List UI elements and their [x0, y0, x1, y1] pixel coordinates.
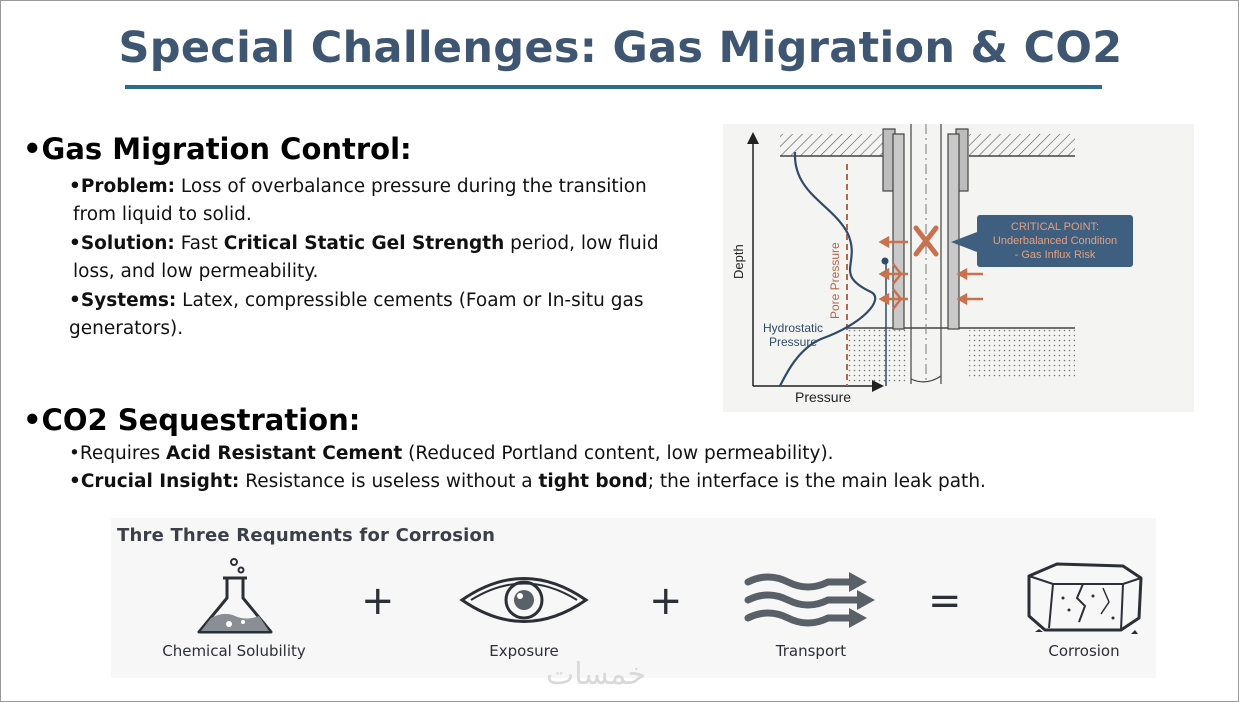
corrosion-title: Thre Three Requments for Corrosion [117, 525, 496, 546]
formation-dotted-right [969, 329, 1075, 377]
requires-emph: Acid Resistant Cement [166, 443, 403, 464]
plus-operator-1: + [361, 578, 395, 624]
pressure-axis-label: Pressure [795, 389, 852, 405]
wellbore-diagram [723, 124, 1194, 412]
systems-label: •Systems: [69, 290, 177, 311]
systems-text-2: generators). [69, 318, 184, 339]
depth-axis-label: Depth [731, 244, 746, 279]
critical-line-1: CRITICAL POINT: [1010, 221, 1100, 233]
problem-text-2: from liquid to solid. [73, 204, 252, 225]
critical-line-2: Underbalanced Condition [992, 235, 1118, 247]
requires-suffix: (Reduced Portland content, low permeability). [402, 443, 834, 464]
hydrostatic-label-2: Pressure [768, 335, 818, 349]
systems-text-1: Latex, compressible cements (Foam or In-situ gas [176, 290, 644, 311]
insight-label: •Crucial Insight: [69, 471, 240, 492]
equals-operator: = [928, 578, 962, 624]
caption-exposure: Exposure [489, 642, 559, 660]
critical-point-dot [882, 258, 889, 265]
solution-text-b: period, low fluid [504, 233, 659, 254]
caption-transport: Transport [775, 642, 847, 660]
flow-arrows-icon [743, 568, 875, 632]
pore-pressure-label: Pore Pressure [828, 242, 842, 319]
solution-bullet [69, 230, 709, 286]
surface-hatch-right [969, 134, 1075, 156]
watermark: خمسات [546, 657, 647, 692]
caption-corrosion: Corrosion [1048, 642, 1120, 660]
problem-bullet [69, 173, 709, 229]
casing-right [948, 134, 959, 329]
requires-prefix: •Requires [69, 443, 167, 464]
title-underline [125, 85, 1102, 89]
eye-icon [459, 573, 589, 627]
problem-text-1: Loss of overbalance pressure during the transition [175, 176, 647, 197]
gas-migration-heading: •Gas Migration Control: [23, 132, 412, 166]
formation-dotted-left [848, 329, 908, 384]
flask-icon [189, 556, 281, 638]
problem-label: •Problem: [69, 176, 176, 197]
wellbore-pressure-figure [723, 124, 1194, 412]
insight-emph: tight bond [538, 471, 648, 492]
surface-hatch-left [780, 134, 890, 156]
slide-title: Special Challenges: Gas Migration & CO2 [118, 23, 1123, 73]
solution-text-2: loss, and low permeability. [73, 261, 319, 282]
co2-requires-bullet [69, 440, 1169, 468]
critical-line-3: - Gas Influx Risk [1014, 249, 1096, 261]
caption-chemical-solubility: Chemical Solubility [162, 642, 306, 660]
solution-label: •Solution: [69, 233, 175, 254]
systems-bullet [69, 287, 709, 343]
hydrostatic-label-1: Hydrostatic [762, 321, 824, 335]
insight-text-b: ; the interface is the main leak path. [647, 471, 986, 492]
plus-operator-2: + [649, 578, 683, 624]
co2-heading: •CO2 Sequestration: [23, 403, 361, 437]
solution-emph: Critical Static Gel Strength [223, 233, 505, 254]
co2-insight-bullet [69, 468, 1169, 496]
corrosion-panel [111, 518, 1156, 678]
insight-text-a: Resistance is useless without a [239, 471, 539, 492]
solution-text-a: Fast [174, 233, 224, 254]
broken-block-icon [1023, 558, 1147, 638]
